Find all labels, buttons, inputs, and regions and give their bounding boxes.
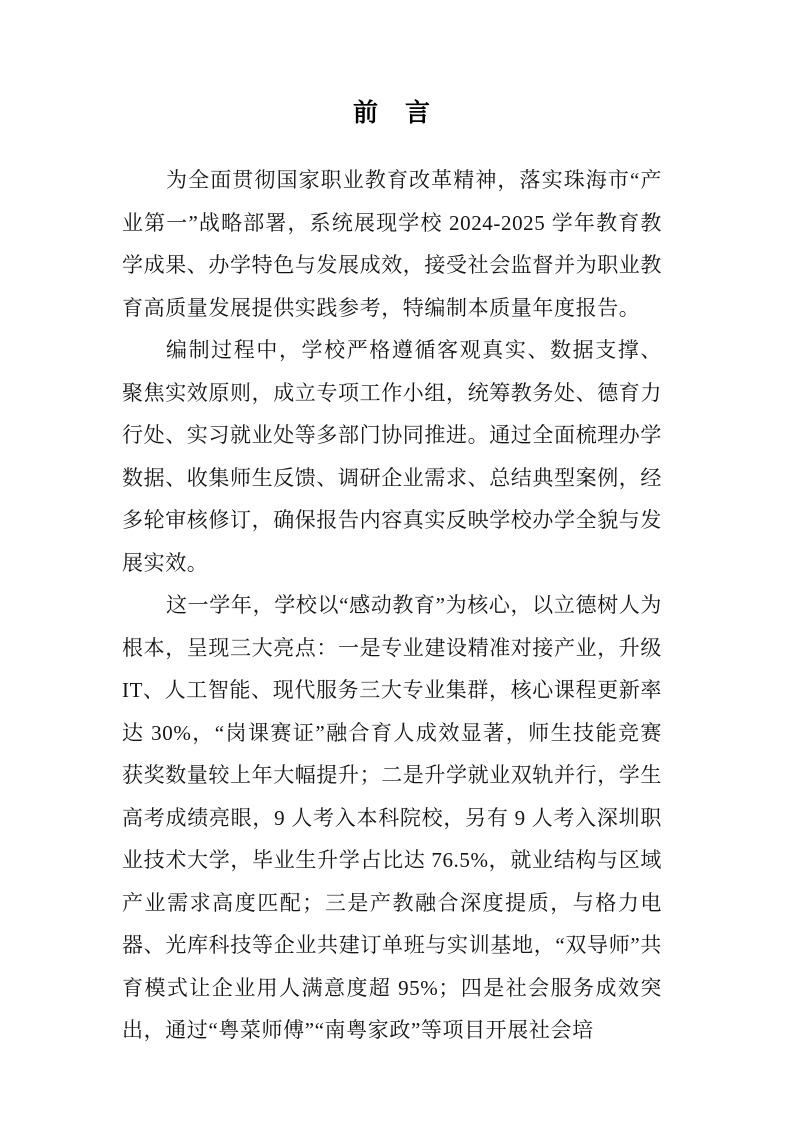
preface-paragraph-2: 编制过程中，学校严格遵循客观真实、数据支撑、聚焦实效原则，成立专项工作小组，统筹教务处、德育力行处、实习就业处等多部门协同推进。通过全面梳理办学数据、收集师生反馈、调研企业需求、总结典型案例，经多轮审核修订，确保报告内容真实反映学校办学全貌与发展实效。: [122, 338, 662, 575]
page-title: 前 言: [352, 100, 431, 127]
preface-paragraph-1: 为全面贯彻国家职业教育改革精神，落实珠海市“产业第一”战略部署，系统展现学校 2024-2025 学年教育教学成果、办学特色与发展成效，接受社会监督并为职业教育高质量发展提供实践参考，特编制本质量年度报告。: [122, 168, 662, 320]
preface-paragraph-3: 这一学年，学校以“感动教育”为核心，以立德树人为根本，呈现三大亮点：一是专业建设精准对接产业，升级 IT、人工智能、现代服务三大专业集群，核心课程更新率达 30%，“岗课赛证”融合育人成效显著，师生技能竞赛获奖数量较上年大幅提升；二是升学就业双轨并行，学生高考成绩亮眼，9 人考入本科院校，另有 9 人考入深圳职业技术大学，毕业生升学占比达 76.5%，就业结构与区域产业需求高度匹配；三是产教融合深度提质，与格力电器、光库科技等企业共建订单班与实训基地，“双导师”共育模式让企业用人满意度超 95%；四是社会服务成效突出，通过“粤菜师傅”“南粤家政”等项目开展社会培: [122, 593, 662, 1042]
document-page: [122, 0, 662, 1052]
